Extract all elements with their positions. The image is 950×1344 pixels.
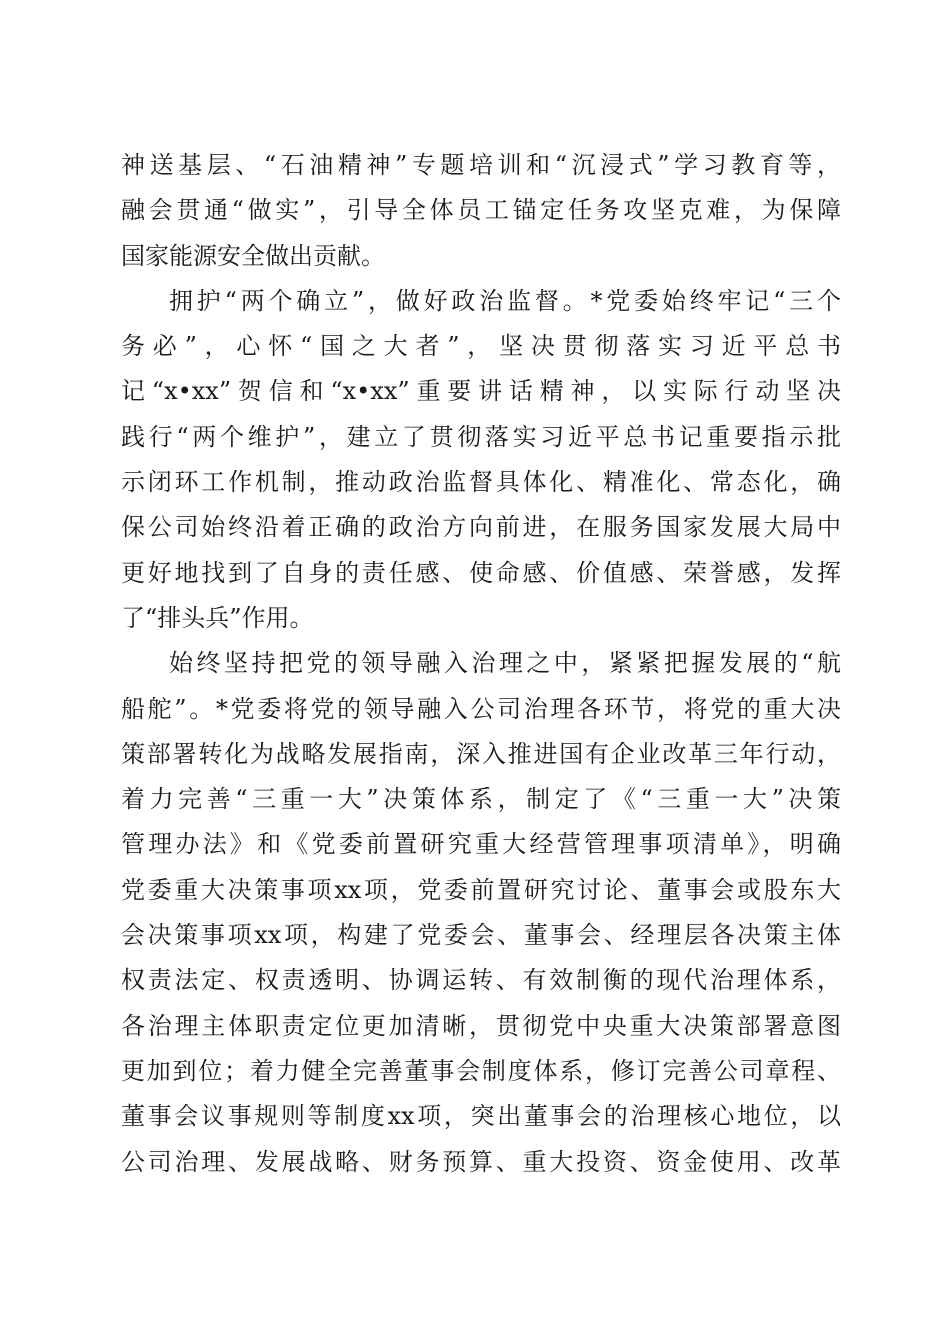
text-line: 公司治理、发展战略、财务预算、重大投资、资金使用、改革 [121,1147,841,1176]
text-line: 了“排头兵”作用。 [121,603,314,632]
text-line: 党委重大决策事项xx项，党委前置研究讨论、董事会或股东大 [121,875,841,904]
document-body [121,143,841,1185]
paragraph-heading-line: 拥护“两个确立”，做好政治监督。*党委始终牢记“三个 [169,286,841,315]
text-line: 各治理主体职责定位更加清晰，贯彻党中央重大决策部署意图 [121,1011,841,1040]
text-line: 管理办法》和《党委前置研究重大经营管理事项清单》，明确 [121,830,841,859]
text-line: 务必”，心怀“国之大者”，坚决贯彻落实习近平总书 [121,332,841,361]
text-line: 示闭环工作机制，推动政治监督具体化、精准化、常态化，确 [121,468,841,497]
text-line: 董事会议事规则等制度xx项，突出董事会的治理核心地位，以 [121,1102,841,1131]
text-line: 记“x•xx”贺信和“x•xx”重要讲话精神，以实际行动坚决 [121,377,841,406]
text-line: 国家能源安全做出贡献。 [121,241,385,270]
text-line: 船舵”。*党委将党的领导融入公司治理各环节，将党的重大决 [121,694,841,723]
text-line: 权责法定、权责透明、协调运转、有效制衡的现代治理体系， [121,966,841,995]
text-line: 着力完善“三重一大”决策体系，制定了《“三重一大”决策 [121,785,841,814]
paragraph-heading-line: 始终坚持把党的领导融入治理之中，紧紧把握发展的“航 [169,649,841,678]
text-line: 更好地找到了自身的责任感、使命感、价值感、荣誉感，发挥 [121,558,841,587]
text-line: 策部署转化为战略发展指南，深入推进国有企业改革三年行动， [121,739,841,768]
text-line: 会决策事项xx项，构建了党委会、董事会、经理层各决策主体 [121,921,841,950]
text-line: 更加到位；着力健全完善董事会制度体系，修订完善公司章程、 [121,1056,841,1085]
text-line: 神送基层、“石油精神”专题培训和“沉浸式”学习教育等， [121,151,841,179]
text-line: 践行“两个维护”，建立了贯彻落实习近平总书记重要指示批 [121,422,841,451]
text-line: 融会贯通“做实”，引导全体员工锚定任务攻坚克难，为保障 [121,196,841,225]
text-line: 保公司始终沿着正确的政治方向前进，在服务国家发展大局中 [121,513,841,542]
